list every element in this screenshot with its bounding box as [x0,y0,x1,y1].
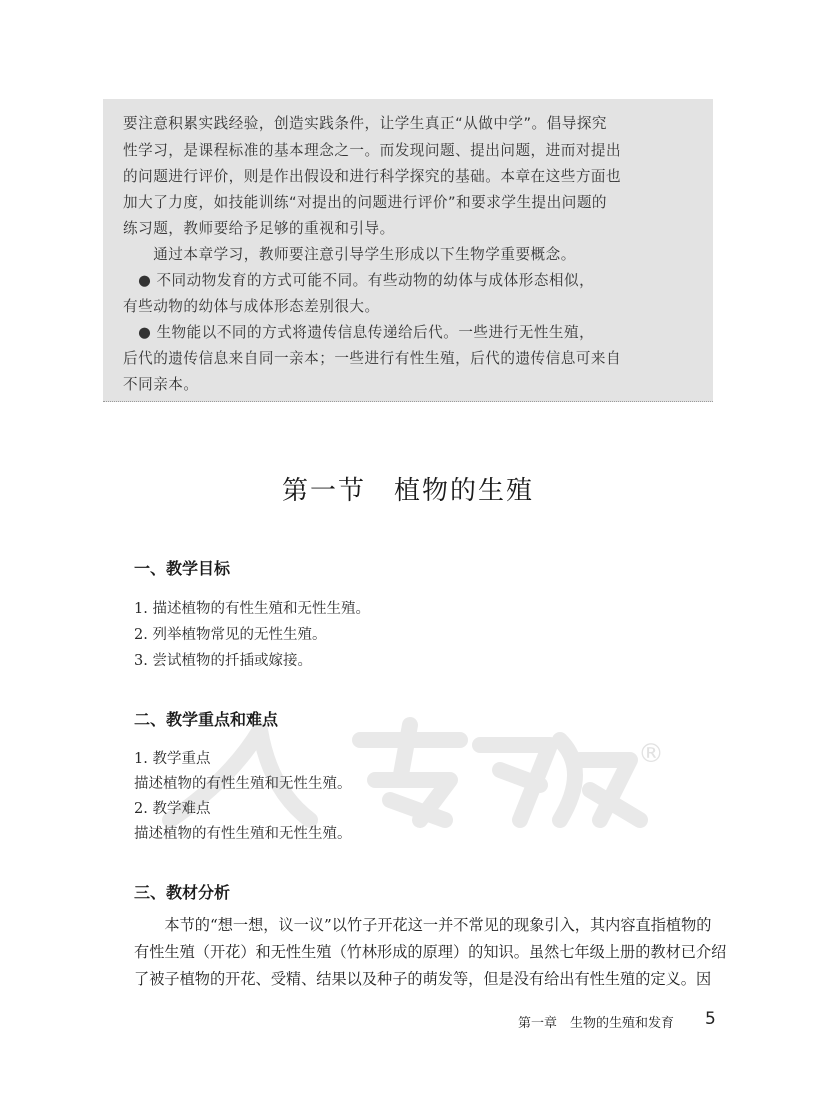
intro-line: 通过本章学习，教师要注意引导学生形成以下生物学重要概念。 [123,246,576,263]
chapter-footer: 第一章 生物的生殖和发育 [518,1016,675,1031]
intro-line: 的问题进行评价，则是作出假设和进行科学探究的基础。本章在这些方面也 [123,168,622,185]
intro-line: 加大了力度，如技能训练“对提出的问题进行评价”和要求学生提出问题的 [123,194,608,211]
intro-line: 性学习，是课程标准的基本理念之一。而发现问题、提出问题，进而对提出 [123,142,622,159]
objectives-heading: 一、教学目标 [134,559,231,578]
section-title: 第一节 植物的生殖 [281,476,534,506]
key-point-item: 描述植物的有性生殖和无性生殖。 [134,826,352,842]
objective-item: 3. 尝试植物的扦插或嫁接。 [134,653,312,669]
key-point-item: 1. 教学重点 [134,751,211,767]
analysis-line: 有性生殖（开花）和无性生殖（竹林形成的原理）的知识。虽然七年级上册的教材已介绍 [134,943,727,961]
objective-item: 2. 列举植物常见的无性生殖。 [134,627,327,643]
key-points-heading: 二、教学重点和难点 [134,710,279,729]
intro-line: 后代的遗传信息来自同一亲本；一些进行有性生殖，后代的遗传信息可来自 [123,350,622,367]
intro-line: 有些动物的幼体与成体形态差别很大。 [123,298,380,315]
intro-line: 不同亲本。 [123,376,199,393]
key-point-item: 描述植物的有性生殖和无性生殖。 [134,776,352,792]
analysis-line: 了被子植物的开花、受精、结果以及种子的萌发等，但是没有给出有性生殖的定义。因 [134,970,712,988]
intro-line: 要注意积累实践经验，创造实践条件，让学生真正“从做中学”。倡导探究 [123,115,608,132]
analysis-line: 本节的“想一想，议一议”以竹子开花这一并不常见的现象引入，其内容直指植物的 [134,916,712,934]
intro-bullet-line: ● 生物能以不同的方式将遗传信息传递给后代。一些进行无性生殖， [123,324,595,341]
analysis-heading: 三、教材分析 [134,883,231,902]
registered-mark-icon: ® [638,739,664,769]
key-point-item: 2. 教学难点 [134,801,211,817]
intro-line: 练习题，教师要给予足够的重视和引导。 [123,220,395,237]
page-number: 5 [705,1009,716,1029]
objective-item: 1. 描述植物的有性生殖和无性生殖。 [134,601,370,617]
intro-bullet-line: ● 不同动物发育的方式可能不同。有些动物的幼体与成体形态相似， [123,272,595,289]
